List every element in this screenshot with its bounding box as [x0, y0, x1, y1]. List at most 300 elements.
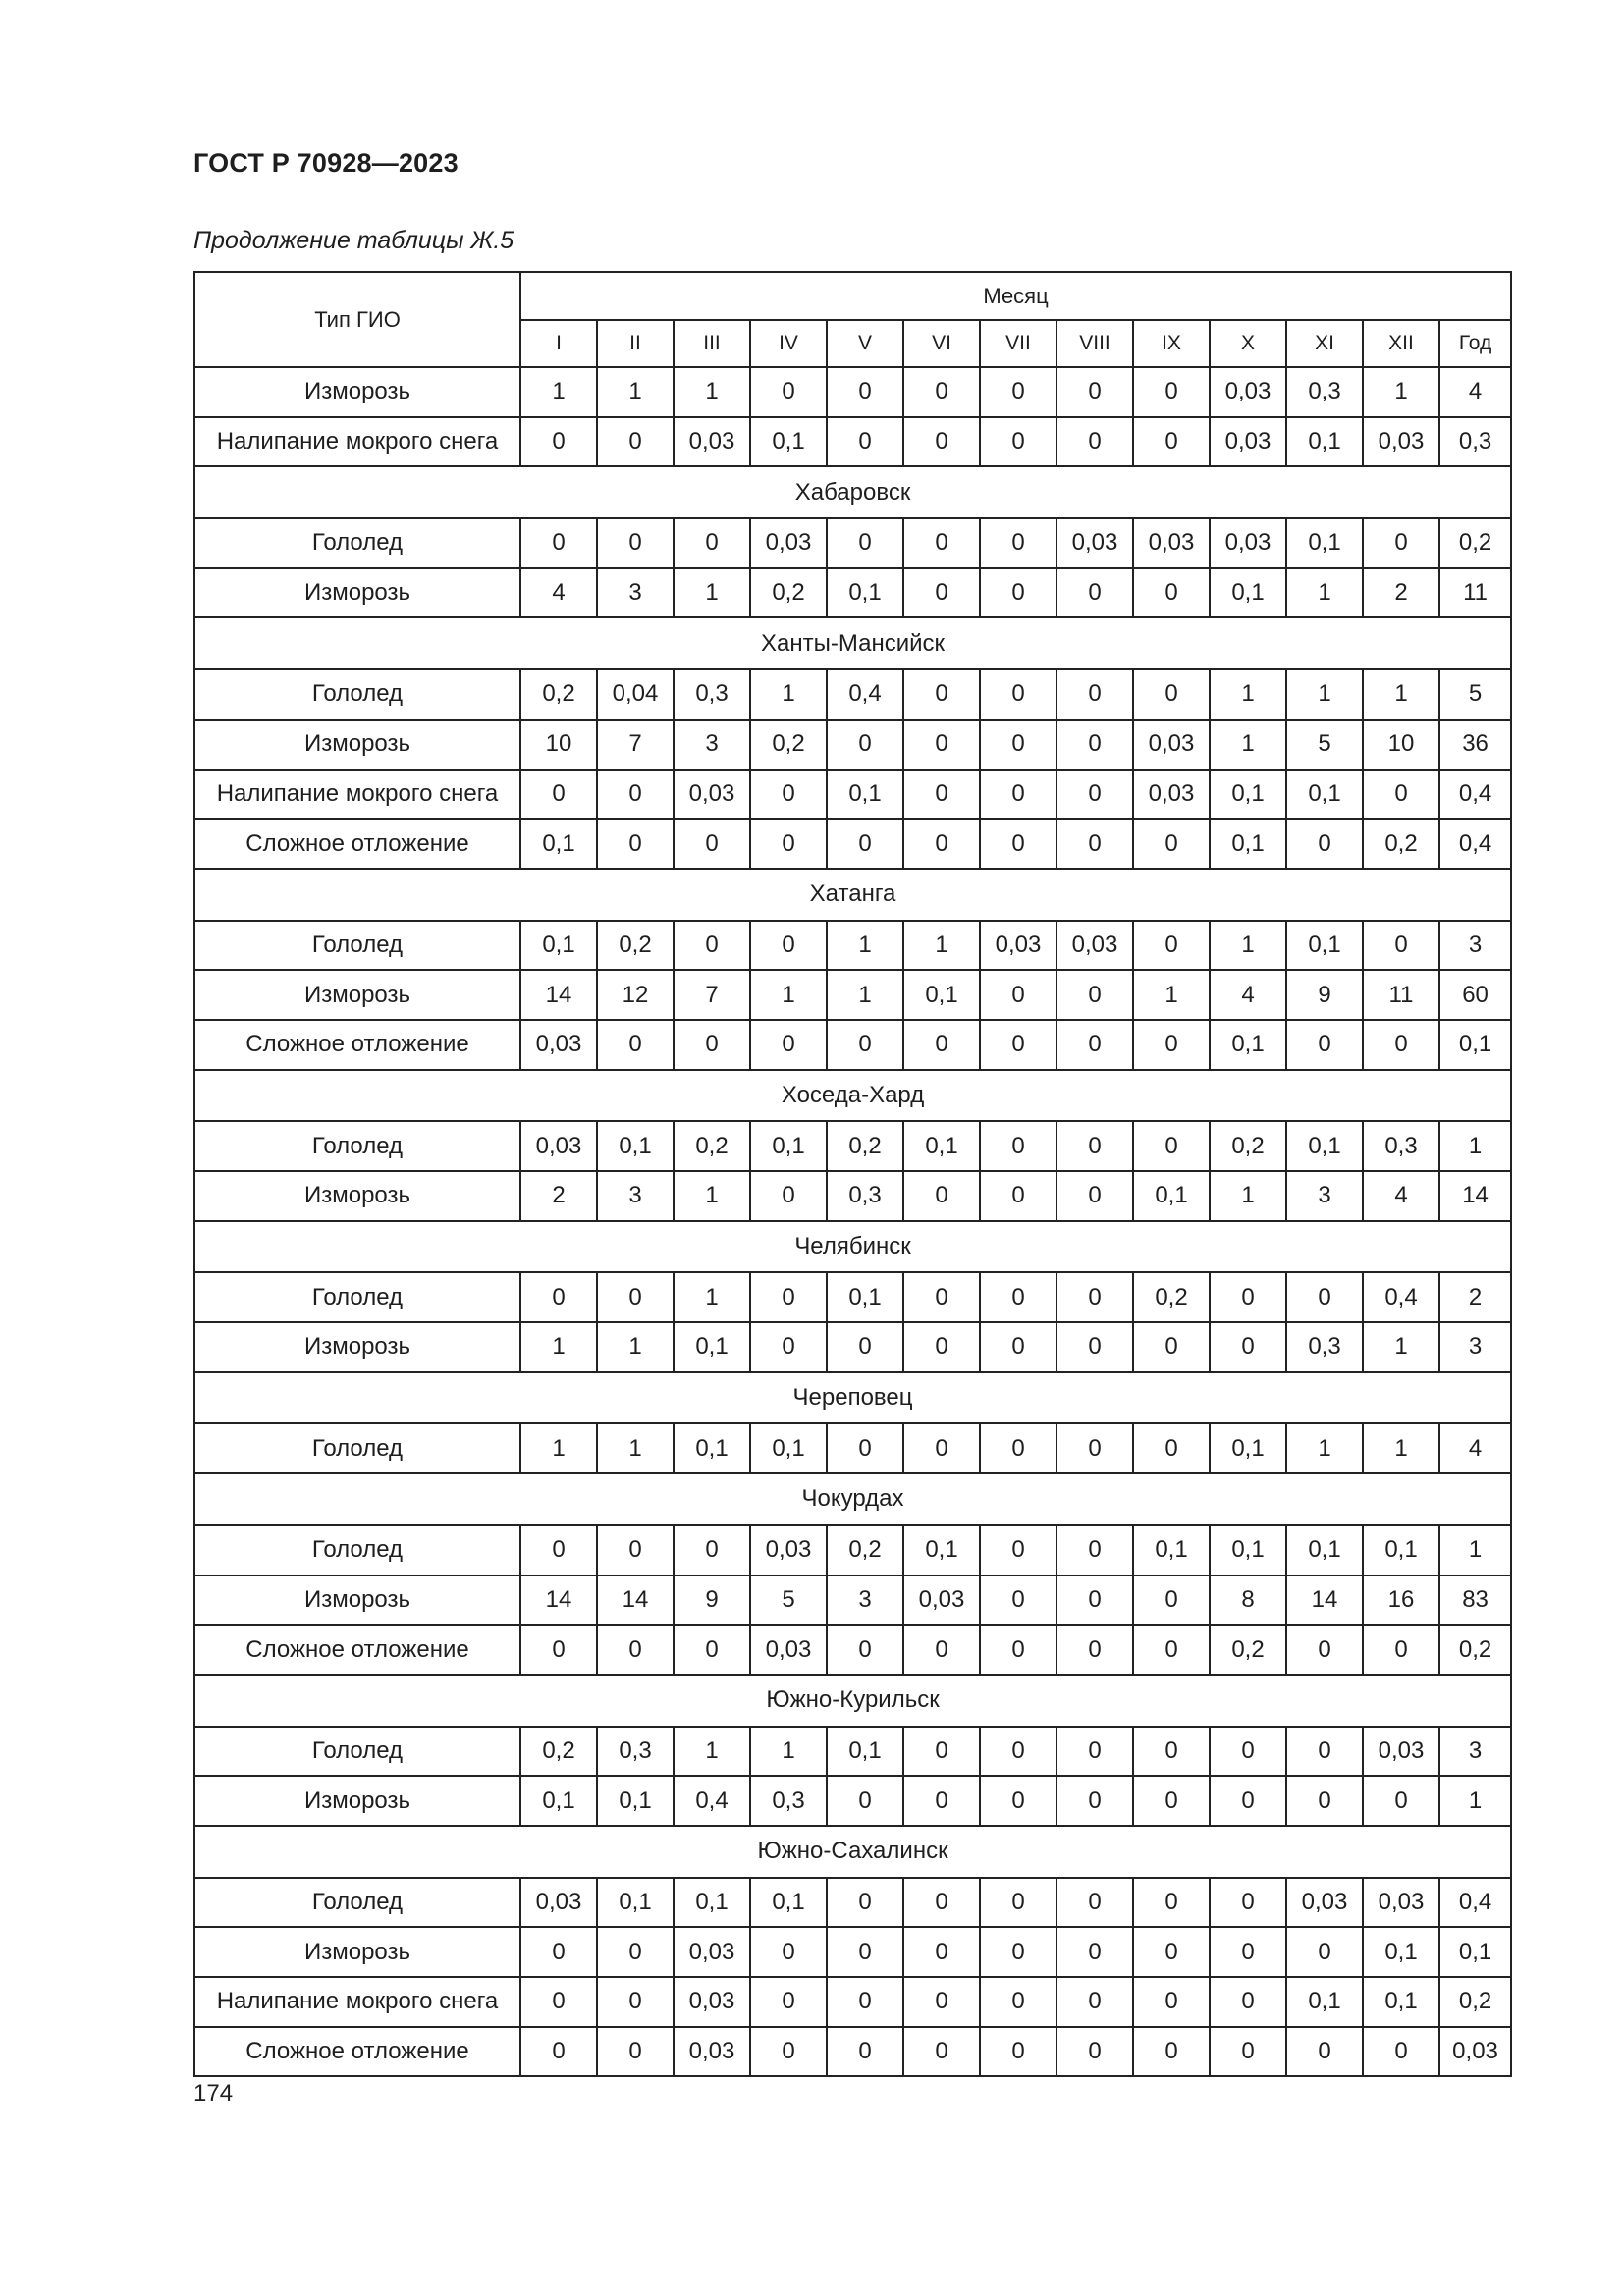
table-row	[194, 1977, 1511, 2027]
value-cell: 0,1	[520, 1776, 597, 1826]
value-cell: 0	[980, 1020, 1056, 1070]
row-type-label: Налипание мокрого снега	[194, 417, 520, 467]
value-cell: 2	[1363, 568, 1439, 618]
table-row	[194, 1020, 1511, 1070]
value-cell: 1	[1210, 720, 1286, 770]
value-cell: 0,4	[827, 669, 903, 720]
table-row	[194, 1927, 1511, 1977]
value-cell: 0	[903, 1625, 980, 1675]
value-cell: 0	[980, 2027, 1056, 2077]
table-row	[194, 568, 1511, 618]
value-cell: 0,3	[1363, 1121, 1439, 1171]
value-cell: 0	[903, 770, 980, 820]
value-cell: 1	[750, 1727, 827, 1777]
table-row	[194, 921, 1511, 971]
value-cell: 0,1	[827, 770, 903, 820]
value-cell: 0	[750, 367, 827, 417]
value-cell: 3	[597, 1171, 674, 1221]
row-type-label: Гололед	[194, 1423, 520, 1473]
value-cell: 0,03	[980, 921, 1056, 971]
value-cell: 0,1	[1439, 1927, 1511, 1977]
value-cell: 0	[980, 518, 1056, 568]
value-cell: 0	[1056, 1020, 1133, 1070]
value-cell: 0,4	[1363, 1272, 1439, 1322]
value-cell: 0,03	[674, 1927, 750, 1977]
row-type-label: Изморозь	[194, 568, 520, 618]
value-cell: 0	[597, 1927, 674, 1977]
value-cell: 0,03	[1133, 770, 1210, 820]
value-cell: 0	[750, 1977, 827, 2027]
value-cell: 9	[674, 1575, 750, 1626]
row-type-label: Гололед	[194, 1525, 520, 1575]
value-cell: 0,1	[1286, 1525, 1363, 1575]
value-cell: 0,2	[827, 1525, 903, 1575]
value-cell: 60	[1439, 970, 1511, 1020]
row-type-label: Сложное отложение	[194, 819, 520, 869]
value-cell: 0	[674, 1020, 750, 1070]
value-cell: 5	[1286, 720, 1363, 770]
value-cell: 0	[1133, 819, 1210, 869]
value-cell: 0	[827, 720, 903, 770]
value-cell: 0	[1133, 1927, 1210, 1977]
value-cell: 0	[1210, 1272, 1286, 1322]
value-cell: 0	[597, 2027, 674, 2077]
value-cell: 0	[1210, 1727, 1286, 1777]
value-cell: 0,1	[1439, 1020, 1511, 1070]
month-header-cell: Год	[1439, 320, 1511, 367]
ice-deposits-table	[193, 271, 1512, 2077]
value-cell: 0	[903, 669, 980, 720]
value-cell: 9	[1286, 970, 1363, 1020]
table-row	[194, 669, 1511, 720]
value-cell: 0	[1056, 1171, 1133, 1221]
value-cell: 83	[1439, 1575, 1511, 1626]
value-cell: 1	[1210, 669, 1286, 720]
value-cell: 3	[1439, 1727, 1511, 1777]
value-cell: 1	[597, 367, 674, 417]
row-type-label: Гололед	[194, 1878, 520, 1928]
value-cell: 1	[1286, 669, 1363, 720]
value-cell: 0	[827, 819, 903, 869]
value-cell: 3	[674, 720, 750, 770]
value-cell: 0	[980, 1625, 1056, 1675]
value-cell: 0,1	[674, 1878, 750, 1928]
value-cell: 0	[1363, 1625, 1439, 1675]
value-cell: 1	[903, 921, 980, 971]
value-cell: 16	[1363, 1575, 1439, 1626]
month-header-cell: XI	[1286, 320, 1363, 367]
value-cell: 0	[597, 1625, 674, 1675]
row-type-label: Изморозь	[194, 970, 520, 1020]
table-row	[194, 819, 1511, 869]
value-cell: 0	[520, 1525, 597, 1575]
value-cell: 1	[674, 568, 750, 618]
value-cell: 0	[1133, 1322, 1210, 1372]
value-cell: 12	[597, 970, 674, 1020]
value-cell: 0,4	[674, 1776, 750, 1826]
city-row	[194, 466, 1511, 518]
value-cell: 0,3	[750, 1776, 827, 1826]
row-type-label: Гололед	[194, 1272, 520, 1322]
value-cell: 0,4	[1439, 770, 1511, 820]
value-cell: 0	[1056, 1727, 1133, 1777]
value-cell: 4	[1210, 970, 1286, 1020]
value-cell: 1	[1363, 669, 1439, 720]
value-cell: 0,1	[827, 1272, 903, 1322]
value-cell: 0	[597, 819, 674, 869]
value-cell: 0,1	[1133, 1525, 1210, 1575]
value-cell: 0	[903, 1272, 980, 1322]
value-cell: 0	[980, 1272, 1056, 1322]
value-cell: 0,03	[750, 1525, 827, 1575]
value-cell: 0	[1210, 1878, 1286, 1928]
value-cell: 0,1	[520, 921, 597, 971]
value-cell: 1	[674, 367, 750, 417]
value-cell: 0,1	[903, 1121, 980, 1171]
value-cell: 0	[1210, 1927, 1286, 1977]
value-cell: 0	[750, 1272, 827, 1322]
value-cell: 7	[674, 970, 750, 1020]
value-cell: 0	[980, 669, 1056, 720]
value-cell: 0,1	[1286, 921, 1363, 971]
value-cell: 0,2	[1210, 1625, 1286, 1675]
value-cell: 0,1	[1133, 1171, 1210, 1221]
value-cell: 0	[1133, 1878, 1210, 1928]
row-type-label: Сложное отложение	[194, 2027, 520, 2077]
table-row	[194, 2027, 1511, 2077]
row-type-label: Изморозь	[194, 1171, 520, 1221]
row-type-label: Изморозь	[194, 720, 520, 770]
value-cell: 0	[750, 1020, 827, 1070]
value-cell: 0,3	[1439, 417, 1511, 467]
value-cell: 0	[903, 1977, 980, 2027]
value-cell: 1	[750, 669, 827, 720]
value-cell: 3	[1439, 1322, 1511, 1372]
value-cell: 0	[750, 2027, 827, 2077]
value-cell: 0	[1286, 1625, 1363, 1675]
row-type-label: Налипание мокрого снега	[194, 770, 520, 820]
value-cell: 0	[980, 720, 1056, 770]
row-type-label: Изморозь	[194, 1575, 520, 1626]
value-cell: 0,03	[520, 1020, 597, 1070]
city-row	[194, 1675, 1511, 1727]
value-cell: 0	[903, 1423, 980, 1473]
value-cell: 0,03	[674, 770, 750, 820]
value-cell: 1	[1286, 1423, 1363, 1473]
value-cell: 11	[1439, 568, 1511, 618]
value-cell: 0,1	[1363, 1977, 1439, 2027]
row-type-label: Гололед	[194, 1121, 520, 1171]
value-cell: 14	[597, 1575, 674, 1626]
table-row	[194, 367, 1511, 417]
value-cell: 0	[1210, 1322, 1286, 1372]
value-cell: 2	[520, 1171, 597, 1221]
value-cell: 0	[1363, 921, 1439, 971]
value-cell: 2	[1439, 1272, 1511, 1322]
city-name: Хабаровск	[194, 466, 1511, 518]
value-cell: 0,1	[1210, 1423, 1286, 1473]
value-cell: 0	[980, 568, 1056, 618]
value-cell: 0,03	[1210, 518, 1286, 568]
value-cell: 0,2	[750, 568, 827, 618]
value-cell: 0,03	[674, 417, 750, 467]
value-cell: 0	[1286, 1776, 1363, 1826]
value-cell: 0	[1133, 367, 1210, 417]
value-cell: 0	[597, 1977, 674, 2027]
month-header-cell: VII	[980, 320, 1056, 367]
value-cell: 0	[674, 1625, 750, 1675]
value-cell: 0	[827, 1977, 903, 2027]
value-cell: 0	[520, 417, 597, 467]
value-cell: 0	[597, 1020, 674, 1070]
value-cell: 0	[1363, 518, 1439, 568]
value-cell: 0	[1056, 1525, 1133, 1575]
value-cell: 14	[1286, 1575, 1363, 1626]
value-cell: 1	[597, 1423, 674, 1473]
value-cell: 4	[1363, 1171, 1439, 1221]
table-row	[194, 1171, 1511, 1221]
value-cell: 0	[750, 1322, 827, 1372]
value-cell: 0	[903, 417, 980, 467]
value-cell: 0,1	[1363, 1525, 1439, 1575]
value-cell: 1	[597, 1322, 674, 1372]
value-cell: 0	[1210, 2027, 1286, 2077]
value-cell: 0,2	[1133, 1272, 1210, 1322]
value-cell: 0,1	[1286, 1121, 1363, 1171]
value-cell: 1	[827, 970, 903, 1020]
value-cell: 0,1	[827, 1727, 903, 1777]
value-cell: 0,04	[597, 669, 674, 720]
value-cell: 0	[827, 1776, 903, 1826]
value-cell: 0,3	[1286, 1322, 1363, 1372]
value-cell: 0	[1363, 1776, 1439, 1826]
table-row	[194, 1121, 1511, 1171]
city-name: Череповец	[194, 1372, 1511, 1424]
value-cell: 0	[980, 1525, 1056, 1575]
value-cell: 0	[1286, 1020, 1363, 1070]
city-name: Южно-Курильск	[194, 1675, 1511, 1727]
value-cell: 0,03	[1439, 2027, 1511, 2077]
value-cell: 0	[903, 1878, 980, 1928]
value-cell: 0	[980, 1927, 1056, 1977]
value-cell: 0,1	[1210, 770, 1286, 820]
value-cell: 0,4	[1439, 1878, 1511, 1928]
value-cell: 0	[1056, 1927, 1133, 1977]
value-cell: 0	[750, 1171, 827, 1221]
value-cell: 0	[1133, 669, 1210, 720]
value-cell: 0,2	[827, 1121, 903, 1171]
value-cell: 0	[1210, 1977, 1286, 2027]
value-cell: 0	[980, 417, 1056, 467]
value-cell: 0	[520, 2027, 597, 2077]
value-cell: 0	[903, 1727, 980, 1777]
value-cell: 0,3	[674, 669, 750, 720]
month-header-cell: IX	[1133, 320, 1210, 367]
value-cell: 0	[597, 417, 674, 467]
value-cell: 0	[1286, 819, 1363, 869]
value-cell: 0	[1056, 1776, 1133, 1826]
value-cell: 1	[520, 367, 597, 417]
row-type-label: Гололед	[194, 1727, 520, 1777]
value-cell: 0	[1056, 2027, 1133, 2077]
value-cell: 0,03	[1363, 1878, 1439, 1928]
value-cell: 0,2	[597, 921, 674, 971]
row-type-label: Сложное отложение	[194, 1020, 520, 1070]
value-cell: 0	[1133, 1121, 1210, 1171]
table-row	[194, 1525, 1511, 1575]
row-type-label: Изморозь	[194, 1322, 520, 1372]
value-cell: 0	[827, 1878, 903, 1928]
value-cell: 0	[1056, 720, 1133, 770]
value-cell: 10	[1363, 720, 1439, 770]
value-cell: 0	[1056, 1878, 1133, 1928]
value-cell: 0	[1286, 1272, 1363, 1322]
value-cell: 0	[1363, 770, 1439, 820]
value-cell: 0,03	[1286, 1878, 1363, 1928]
value-cell: 4	[1439, 367, 1511, 417]
value-cell: 0	[1133, 1423, 1210, 1473]
value-cell: 0,2	[674, 1121, 750, 1171]
value-cell: 0,2	[1363, 819, 1439, 869]
value-cell: 0,3	[1286, 367, 1363, 417]
value-cell: 0,03	[520, 1878, 597, 1928]
value-cell: 0,1	[1210, 819, 1286, 869]
value-cell: 0	[750, 1927, 827, 1977]
value-cell: 0,1	[597, 1121, 674, 1171]
value-cell: 0	[750, 921, 827, 971]
value-cell: 0,03	[903, 1575, 980, 1626]
value-cell: 0,1	[674, 1322, 750, 1372]
value-cell: 1	[1210, 1171, 1286, 1221]
value-cell: 0,3	[597, 1727, 674, 1777]
value-cell: 0	[903, 1322, 980, 1372]
value-cell: 0,4	[1439, 819, 1511, 869]
value-cell: 0	[1133, 2027, 1210, 2077]
value-cell: 0	[1056, 770, 1133, 820]
value-cell: 0	[597, 1525, 674, 1575]
value-cell: 0	[980, 1575, 1056, 1626]
month-header-cell: V	[827, 320, 903, 367]
value-cell: 0	[520, 1927, 597, 1977]
value-cell: 0,3	[827, 1171, 903, 1221]
month-header-cell: II	[597, 320, 674, 367]
value-cell: 0	[1133, 1020, 1210, 1070]
value-cell: 0,1	[597, 1776, 674, 1826]
value-cell: 0	[827, 2027, 903, 2077]
header-month-group: Месяц	[520, 272, 1511, 320]
value-cell: 0	[1056, 819, 1133, 869]
value-cell: 0,03	[1210, 367, 1286, 417]
value-cell: 1	[1439, 1121, 1511, 1171]
value-cell: 0,1	[750, 1878, 827, 1928]
month-header-cell: VIII	[1056, 320, 1133, 367]
value-cell: 1	[674, 1727, 750, 1777]
value-cell: 0	[980, 770, 1056, 820]
value-cell: 0	[1133, 1575, 1210, 1626]
value-cell: 14	[520, 970, 597, 1020]
value-cell: 0,03	[1210, 417, 1286, 467]
value-cell: 1	[1363, 1423, 1439, 1473]
value-cell: 3	[827, 1575, 903, 1626]
value-cell: 0	[980, 1121, 1056, 1171]
value-cell: 0	[980, 367, 1056, 417]
value-cell: 0	[980, 1878, 1056, 1928]
value-cell: 0	[1056, 417, 1133, 467]
value-cell: 0	[903, 518, 980, 568]
value-cell: 1	[1439, 1525, 1511, 1575]
value-cell: 0	[1286, 1927, 1363, 1977]
table-row	[194, 1272, 1511, 1322]
value-cell: 0,03	[750, 1625, 827, 1675]
value-cell: 0	[827, 1322, 903, 1372]
month-header-cell: XII	[1363, 320, 1439, 367]
city-name: Хоседа-Хард	[194, 1070, 1511, 1122]
value-cell: 0,2	[1439, 1625, 1511, 1675]
value-cell: 0,2	[520, 669, 597, 720]
value-cell: 0	[1056, 1322, 1133, 1372]
value-cell: 0	[674, 1525, 750, 1575]
value-cell: 0	[1133, 568, 1210, 618]
value-cell: 0,1	[750, 417, 827, 467]
row-type-label: Налипание мокрого снега	[194, 1977, 520, 2027]
value-cell: 0	[520, 770, 597, 820]
value-cell: 0	[1056, 1121, 1133, 1171]
value-cell: 0	[1210, 1776, 1286, 1826]
value-cell: 0	[1056, 1575, 1133, 1626]
value-cell: 0	[827, 1927, 903, 1977]
value-cell: 0,03	[1056, 921, 1133, 971]
value-cell: 14	[1439, 1171, 1511, 1221]
value-cell: 0,2	[1210, 1121, 1286, 1171]
city-row	[194, 1826, 1511, 1878]
value-cell: 0	[827, 1020, 903, 1070]
value-cell: 11	[1363, 970, 1439, 1020]
value-cell: 0	[1056, 669, 1133, 720]
document-code: ГОСТ Р 70928—2023	[193, 148, 459, 178]
value-cell: 0,03	[1133, 518, 1210, 568]
value-cell: 0,1	[1286, 417, 1363, 467]
value-cell: 1	[674, 1272, 750, 1322]
value-cell: 0	[1056, 970, 1133, 1020]
value-cell: 0	[980, 1977, 1056, 2027]
table-row	[194, 1727, 1511, 1777]
city-row	[194, 1070, 1511, 1122]
city-row	[194, 1372, 1511, 1424]
value-cell: 0,03	[750, 518, 827, 568]
value-cell: 0	[750, 819, 827, 869]
value-cell: 0	[1056, 1977, 1133, 2027]
city-row	[194, 617, 1511, 669]
row-type-label: Изморозь	[194, 367, 520, 417]
city-name: Ханты-Мансийск	[194, 617, 1511, 669]
city-name: Челябинск	[194, 1221, 1511, 1273]
value-cell: 1	[1363, 1322, 1439, 1372]
value-cell: 14	[520, 1575, 597, 1626]
value-cell: 3	[1439, 921, 1511, 971]
value-cell: 0	[980, 1727, 1056, 1777]
value-cell: 0,2	[750, 720, 827, 770]
value-cell: 0	[520, 1272, 597, 1322]
value-cell: 0,03	[1363, 417, 1439, 467]
value-cell: 0	[827, 1625, 903, 1675]
table-row	[194, 1575, 1511, 1626]
value-cell: 0,1	[903, 1525, 980, 1575]
value-cell: 0	[520, 1977, 597, 2027]
value-cell: 0	[1056, 367, 1133, 417]
table-row	[194, 1625, 1511, 1675]
value-cell: 0	[1056, 1423, 1133, 1473]
table-row	[194, 1322, 1511, 1372]
